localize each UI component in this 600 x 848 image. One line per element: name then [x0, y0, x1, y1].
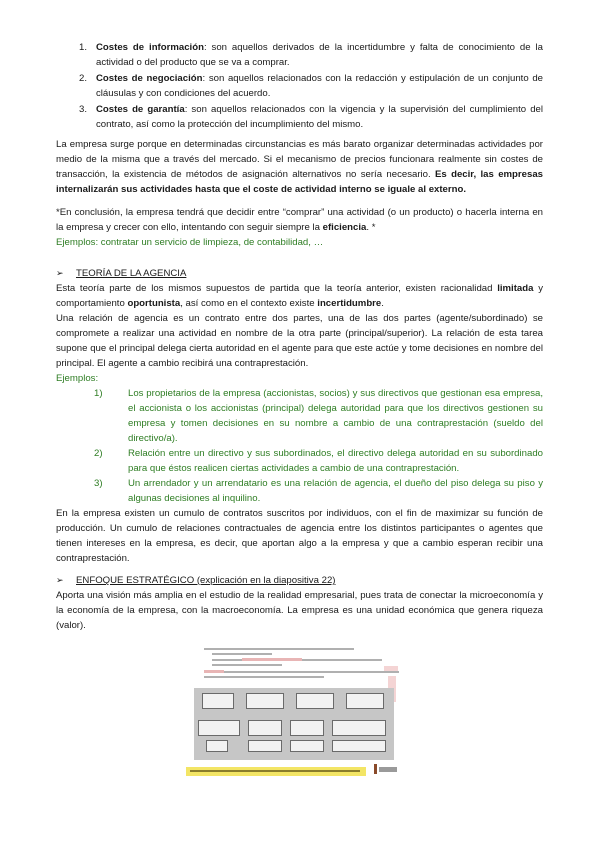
list-number: 1. [78, 42, 87, 53]
section-agencia [56, 266, 543, 566]
slide-text-line [204, 648, 354, 650]
ejemplos-list [56, 386, 543, 506]
list-number: 3. [78, 104, 87, 115]
slide-text-line [204, 671, 399, 673]
section-enfoque [56, 573, 543, 633]
list-item [56, 40, 543, 70]
diagram-box [248, 740, 282, 752]
paragraph-conclusion: *En conclusión, la empresa tendrá que decidir entre “comprar” una actividad (o un producto) o hacerla interna en la empresa y crecer con ello, intentando con seguir siempre la eficiencia. * Ejemplos: contratar un servicio de limpieza, de contabilidad, … [56, 207, 543, 248]
slide-highlight [242, 658, 302, 661]
list-item: 3) Un arrendador y un arrendatario es una relación de agencia, el dueño del piso delega su piso y algunas decisiones al inquilino. [94, 478, 543, 504]
list-number: 2. [78, 73, 87, 84]
section-heading [56, 573, 543, 588]
diagram-box [332, 740, 386, 752]
paragraph: Aporta una visión más amplia en el estudio de la realidad empresarial, pues trata de conectar la microeconomía y la economía de la empresa, con la macroeconomía. La empresa es una unidad económica que genera riqueza (valor). [56, 590, 543, 631]
section-title: TEORÍA DE LA AGENCIA [76, 268, 187, 279]
slide-text-line [212, 664, 282, 666]
arrow-bullet-icon: ➢ [56, 268, 64, 278]
slide-thumbnail-image [186, 644, 408, 778]
list-text: Costes de información: son aquellos derivados de la incertidumbre y falta de conocimiento de la actividad o del producto que se va a comprar. [96, 42, 543, 68]
ejemplos-label: Ejemplos: [56, 373, 99, 384]
list-item: 2) Relación entre un directivo y sus subordinados, el directivo delega autoridad en su subordinado para que éstos realicen ciertas actividades a cambio de una contraprestación. [94, 448, 543, 474]
diagram-box [248, 720, 282, 736]
diagram-box [296, 693, 334, 709]
diagram-box [246, 693, 284, 709]
university-logo-icon [372, 762, 400, 776]
diagram-box [290, 740, 324, 752]
paragraph: Esta teoría parte de los mismos supuestos de partida que la teoría anterior, existen racionalidad limitada y comportamiento oportunista, así como en el contexto existe incertidumbre. [56, 283, 543, 309]
ejemplos-note: Ejemplos: contratar un servicio de limpieza, de contabilidad, … [56, 237, 324, 248]
arrow-bullet-icon: ➢ [56, 575, 64, 585]
list-item: 1) Los propietarios de la empresa (accionistas, socios) y sus directivos que gestionan esa empresa, el accionista o los accionistas (principal) delega autoridad para que los directivos gestionen su empresa y tomen decisiones en su nombre a cambio de una contraprestación (sueldo del directivo/a). [94, 388, 543, 444]
diagram-box [332, 720, 386, 736]
diagram-box [290, 720, 324, 736]
section-heading [56, 266, 543, 281]
list-item [56, 71, 543, 101]
list-item [56, 102, 543, 132]
list-text: Costes de negociación: son aquellos relacionados con la redacción y estipulación de un conjunto de cláusulas y con condiciones del acuerdo. [96, 73, 543, 99]
paragraph-empresa: La empresa surge porque en determinadas circunstancias es más barato organizar determinadas actividades por medio de la misma que a través del mercado. Si el mecanismo de precios funcionara realmente sin costes de transacción, la existencia de métodos de asignación alternativos no sería necesario. Es decir, las empresas internalizarán sus actividades hasta que el coste de actividad interno se iguale al externo. [56, 139, 543, 195]
slide-highlighted-caption [186, 767, 366, 776]
slide-text-line [212, 653, 272, 655]
slide-highlight [204, 670, 224, 673]
diagram-box [198, 720, 240, 736]
diagram-box [346, 693, 384, 709]
diagram-box [202, 693, 234, 709]
paragraph: Una relación de agencia es un contrato entre dos partes, una de las dos partes (agente/subordinado) se compromete a realizar una actividad en nombre de la otra parte (principal/superior). La relación de esta tarea supone que el principal delega cierta autoridad en el agente para que este actúe y tome decisiones en nombre del principal. El agente a cambio recibirá una contraprestación. [56, 313, 543, 369]
section-title: ENFOQUE ESTRATÉGICO (explicación en la diapositiva 22) [76, 575, 336, 586]
paragraph: En la empresa existen un cumulo de contratos suscritos por individuos, con el fin de maximizar su función de producción. Un cumulo de relaciones contractuales de agencia entre los distintos participantes o agentes que tienen intereses en la empresa, es decir, que aportan algo a la empresa y que a cambio esperan recibir una contraprestación. [56, 508, 543, 564]
list-text: Costes de garantía: son aquellos relacionados con la vigencia y la supervisión del cumplimiento del contrato, así como la protección del incumplimiento del mismo. [96, 104, 544, 130]
diagram-box [206, 740, 228, 752]
costs-list [56, 40, 543, 133]
slide-text-line [204, 676, 324, 678]
